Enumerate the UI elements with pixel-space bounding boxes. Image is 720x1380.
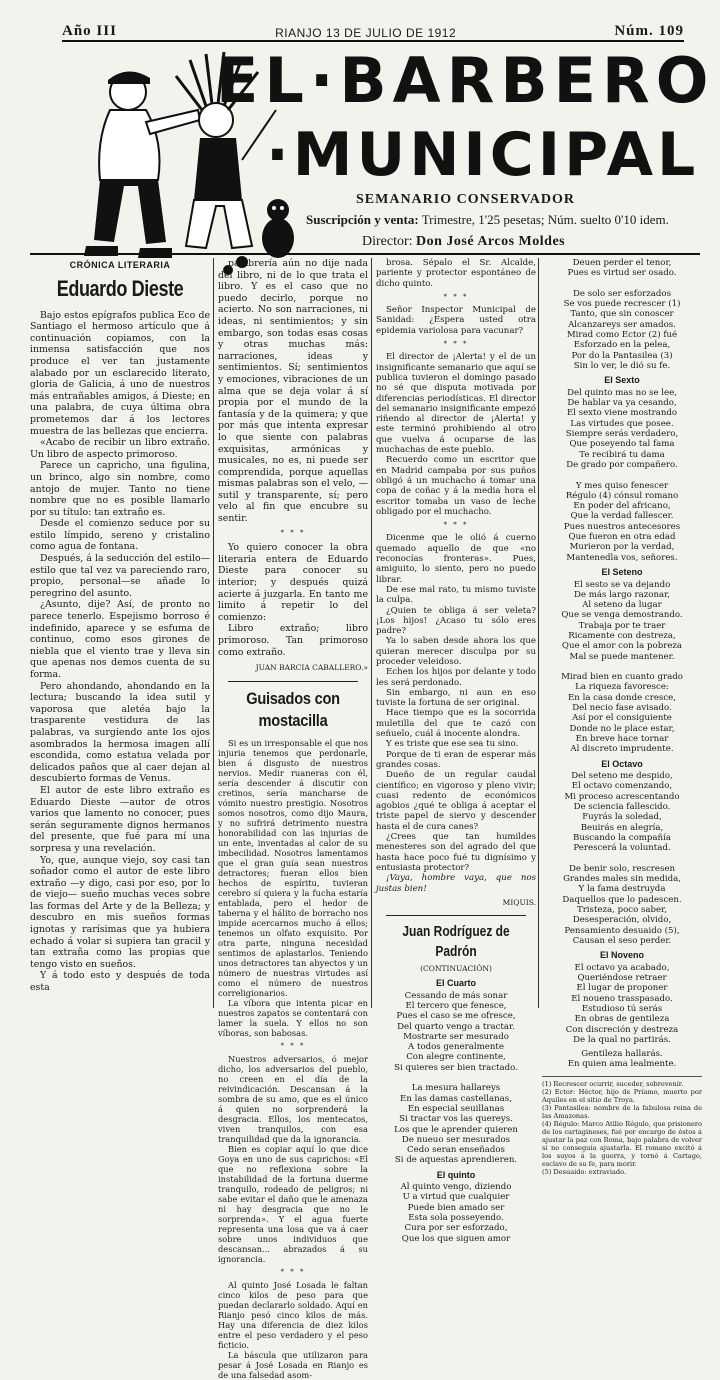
verse-line: Trabaja por te traer bbox=[578, 620, 666, 631]
verse-line: Pues el caso se me ofresce, bbox=[396, 1011, 516, 1022]
verse-line: Del quinto mas no se lee, bbox=[567, 387, 677, 398]
verse-line: Y la fama destruyda bbox=[578, 884, 666, 895]
footnotes bbox=[542, 1076, 702, 1176]
verse-line: Con alegre continente, bbox=[406, 1052, 506, 1063]
column-divider bbox=[371, 258, 372, 1008]
verse-line: Al discreto imprudente. bbox=[570, 744, 674, 755]
verse-line: U a virtud que cualquier bbox=[402, 1192, 510, 1203]
masthead-title-line-1: EL·BARBERO bbox=[216, 44, 715, 117]
paragraph: La víbora que intenta picar en nuestros zapatos se contentará con lamer la suela. Y ellos no son víboras, son babosas. bbox=[218, 997, 368, 1038]
paragraph: Dicenme que le olió á cuerno quemado aquello de que «no reconocías fronteras». Pues, amiguito, lo siento, pero no puedo librar. bbox=[376, 533, 536, 585]
verse-line bbox=[542, 470, 702, 480]
footnote: (4) Régulo: Marco Atilio Régulo, que prisionero de los cartagineses, fué por encargo de éstos á ajustar la paz con Roma, bajo palabra de volver si no conseguía ajustarla. El romano excitó á los suyos á la guerra, y tornó á Cartago, esclavo de su fe, para morir. bbox=[542, 1119, 702, 1168]
paragraph: Dueño de un regular caudal científico; en vigoroso y pleno vivir; cuasi redento de económicos agobios ¿qué te obliga á aceptar el triste papel de siervo y descender hasta el de cura canes? bbox=[376, 770, 536, 832]
verse-line: Régulo (4) cónsul romano bbox=[565, 490, 679, 501]
verse-section-title: El Seteno bbox=[601, 566, 643, 577]
verse-line: Donde no le place estar, bbox=[569, 723, 675, 734]
separator-stars: * * * bbox=[443, 340, 469, 349]
section-label: CRÓNICA LITERARIA bbox=[69, 260, 171, 270]
director-line bbox=[362, 234, 565, 250]
verse-line: A todos generalmente bbox=[408, 1042, 504, 1053]
verse-line: Cedo seran enseñados bbox=[407, 1145, 505, 1156]
verse-line: Cura por ser esforzado, bbox=[404, 1223, 508, 1234]
verse-line: Se vos puede recrescer (1) bbox=[563, 299, 681, 310]
paragraph: Sin embargo, ni aun en eso tuviste la fortuna de ser original. bbox=[376, 687, 536, 709]
verse-line: En obras de gentileza bbox=[574, 1014, 670, 1025]
verse-line: Alcanzareys ser amados. bbox=[568, 319, 676, 330]
paragraph: Yo, que, aunque viejo, soy casi tan soñador como el autor de este libro extraño —y digo, casi por eso, por lo de viejo— sueño muchas veces sobre las formas del Arte y de la Belleza; y descubro en mis sueños formas ignotas y rarísimas que ya hubiera echado á volar si supiera tan gracil y tan extraña como las propias que tengo visto en sueños. bbox=[30, 854, 210, 970]
subscription-text: Trimestre, 1'25 pesetas; Núm. suelto 0'10 idem. bbox=[421, 212, 669, 227]
article-headline: Guisados con mostacilla bbox=[246, 688, 340, 730]
verse-line bbox=[542, 662, 702, 672]
paragraph: Al quinto José Losada le faltan cinco kilos de peso para que puedan declararlo soldado. Aquí en Rianjo pesó cinco kilos de más. Hay una diferencia de diez kilos entre el peso verdadero y el peso ficticio. bbox=[218, 1279, 368, 1350]
verse-line: Mi proceso acrescentando bbox=[564, 791, 680, 802]
verse-line: De solo ser esforzados bbox=[573, 288, 671, 299]
verse-line: Cessando de más sonar bbox=[404, 990, 508, 1001]
verse-line: Ricamente con destreza, bbox=[568, 630, 676, 641]
verse-block bbox=[542, 580, 702, 755]
paragraph: Señor Inspector Municipal de Sanidad: ¿Espera usted otra epidemia variolosa para vacunar? bbox=[376, 305, 536, 336]
paragraph: «Acabo de recibir un libro extraño. Un libro de aspecto primoroso. bbox=[30, 437, 210, 460]
verse-line: El tercero que fenesce, bbox=[405, 1001, 507, 1011]
column-divider bbox=[213, 258, 214, 1008]
verse-line: En la casa donde cresce, bbox=[568, 692, 676, 703]
paragraph: La báscula que utilizaron para pesar á José Losada en Rianjo es de una falsedad asom- bbox=[218, 1349, 368, 1380]
verse-closing bbox=[542, 1049, 702, 1070]
column-4 bbox=[542, 258, 702, 1176]
verse-block bbox=[542, 388, 702, 563]
verse-line: Los que le aprender quieren bbox=[394, 1124, 518, 1135]
column-1 bbox=[30, 258, 210, 1008]
separator-stars: * * * bbox=[443, 521, 469, 530]
verse-line: Queriéndose retraer bbox=[577, 973, 667, 984]
article-signature: JUAN BARCIA CABALLERO.» bbox=[255, 663, 368, 673]
verse-line: Estudioso tú serás bbox=[581, 1003, 663, 1014]
article-divider bbox=[228, 681, 358, 682]
column-3 bbox=[376, 258, 536, 1244]
verse-line: Pensamiento desuaido (5), bbox=[564, 925, 680, 936]
verse-line: Te recibirá tu dama bbox=[579, 449, 665, 460]
verse-line: Perescerá la voluntad. bbox=[573, 843, 671, 854]
paragraph: Si es un irresponsable el que nos injuria tenemos que perdonarle, bien á disgusto de nuestros nervios. Medir ruaneras con él, sería descender á discutir con cretinos, sería mancharse de vómito nuestro prestigio. Nosotros somos nosotros, como dijo Maura, y no sufrirá detrimento nuestra honorabilidad con las injurias de un ente, inventadas al calor de su imbecilidad. Nosotros lamentamos que el gran guía sean nuestros detractores; fueran ellos bien hechos de espíritu, tuvieran cerebro sí quiera y la fucha estaría entablada, pero el hedor de taberna y el hálito de borracho nos impide acercarnos mucho á ellos; tenemos un olfato exquisito. Por otra parte, ninguna necesidad sentimos de aplastarlos. Teniendo unos detractores tan abyectos y un número de nuestras virtudes así como el número de nuestros correligionarios. bbox=[218, 737, 368, 998]
verse-line: Desesperación, olvido, bbox=[572, 915, 672, 926]
verse-line: Mirad bien en cuanto grado bbox=[561, 672, 683, 683]
verse-line: Que el amor con la pobreza bbox=[561, 641, 683, 652]
verse-line: Que se venga demostrando. bbox=[561, 610, 683, 621]
verse-line: Por do la Pantasilea (3) bbox=[571, 350, 673, 361]
verse-line: Si tractar vos las quereys. bbox=[399, 1114, 513, 1125]
verse-line: El noueno trasspasado. bbox=[571, 993, 673, 1004]
subscription-label: Suscripción y venta: bbox=[306, 212, 419, 227]
verse-line: Mantenedla vos, señores. bbox=[566, 552, 678, 563]
paragraph: ¡Vaya, hombre vaya, que nos justas bien! bbox=[376, 873, 536, 894]
separator-stars: * * * bbox=[443, 292, 469, 301]
verse-line bbox=[376, 1073, 536, 1083]
verse-line: En breve hace tornar bbox=[575, 733, 669, 744]
paragraph: De ese mal rato, tu mismo tuviste la culpa. bbox=[376, 584, 536, 606]
director-name: Don José Arcos Moldes bbox=[416, 234, 566, 249]
paragraph: El autor de este libro extraño es Eduardo Dieste —autor de otros varios que lamento no conocer, pues serán seguramente dignos hermanos del presente, que fué para mí una sorpresa y una revelación. bbox=[30, 784, 210, 854]
verse-block bbox=[542, 258, 702, 371]
verse-line: De nueuo ser mesurados bbox=[401, 1134, 511, 1145]
verse-line: Del necio fase avisado. bbox=[572, 703, 672, 714]
date-label: RIANJO 13 DE JULIO DE 1912 bbox=[275, 26, 457, 40]
verse-line: Buscando la compañía bbox=[573, 832, 671, 843]
verse-block bbox=[376, 991, 536, 1166]
verse-line: Las virtudes que posee. bbox=[570, 418, 674, 429]
director-label: Director: bbox=[362, 234, 413, 249]
verse-line: Gentileza hallarás. bbox=[581, 1049, 663, 1060]
verse-section-title: El Noveno bbox=[599, 950, 644, 961]
verse-line: Y mes quiso fenescer bbox=[575, 480, 669, 491]
verse-line: Así por el consiguiente bbox=[572, 713, 672, 724]
separator-stars: * * * bbox=[280, 528, 306, 537]
paragraph: Parece un capricho, una figulina, un brinco, algo sin nombre, como antojo de mujer. Tanto no tiene nombre que no es posible llamarlo por su título: tan extraño es. bbox=[30, 460, 210, 518]
paragraph: Y es triste que ese sea tu sino. bbox=[386, 739, 519, 750]
masthead bbox=[66, 44, 715, 258]
verse-line: Pues nuestros antecesores bbox=[563, 521, 681, 532]
verse-section-title: El Sexto bbox=[604, 375, 640, 386]
column-divider bbox=[538, 258, 539, 1008]
continuation-label: (CONTINUACIÓN) bbox=[420, 964, 492, 974]
paragraph: ¿Crees que tan humildes menesteres son del agrado del que hasta hace poco fué tu dignísimo y entusiasta protector? bbox=[376, 832, 536, 873]
footnote: (1) Recrescer ocurrir, suceder, sobrevenir. bbox=[542, 1079, 684, 1088]
verse-line: De la qual no partirás. bbox=[573, 1034, 671, 1045]
verse-line: Puede bien amado ser bbox=[407, 1202, 505, 1213]
verse-line: En poder del africano, bbox=[573, 501, 671, 512]
verse-line: Del seteno me despido, bbox=[571, 771, 673, 782]
separator-stars: * * * bbox=[280, 1041, 306, 1050]
verse-line: Al quinto vengo, diziendo bbox=[400, 1182, 512, 1193]
verse-line: Que los que siguen amor bbox=[401, 1233, 511, 1244]
article-signature: MIQUIS. bbox=[502, 897, 536, 907]
verse-line: En especial seuillanas bbox=[407, 1103, 505, 1114]
verse-line: El sexto viene mostrando bbox=[566, 408, 678, 419]
verse-line: Pues es virtud ser osado. bbox=[567, 268, 677, 279]
verse-line: Mirad como Ector (2) fué bbox=[566, 330, 678, 341]
paragraph: Porque de ti eran de esperar más grandes cosas. bbox=[376, 749, 536, 770]
paragraph: Yo quiero conocer la obra literaria entera de Eduardo Dieste para conocer su interior; y después quizá acierte á juzgarla. En tanto me limito á repetir lo del comienzo: bbox=[218, 542, 368, 623]
article-body bbox=[30, 310, 210, 994]
issue-number: Núm. 109 bbox=[614, 23, 684, 39]
verse-line: Daquellos que lo padescen. bbox=[562, 894, 682, 905]
footnote: (3) Pantasilea: nombre de la fabulosa reina de las Amazonas. bbox=[542, 1103, 702, 1120]
verse-line: Beuirás en alegría, bbox=[580, 822, 664, 833]
verse-line: Que poseyendo tal fama bbox=[569, 439, 675, 450]
paragraph: ¿Asunto, dije? Así, de pronto no parece tenerlo. Espejismo borroso é indefinido, aparece y se esfuma de continuo, como esos girones de niebla que el viento trae y lleva sin que apenas nos demos cuenta de su forma. bbox=[30, 599, 210, 680]
year-label: Año III bbox=[62, 23, 117, 39]
verse-line: El lugar de proponer bbox=[576, 983, 668, 994]
verse-block bbox=[542, 963, 702, 1045]
masthead-title-line-2: ·MUNICIPAL bbox=[266, 120, 700, 190]
paragraph: ¿Quien te obliga á ser veleta? ¡Los hijos! ¿Acaso tu sólo eres padre? bbox=[376, 605, 536, 637]
verse-line bbox=[542, 279, 702, 289]
footnote: (2) Ector: Héctor, hijo de Príamo, muerto por Aquiles en el sitio de Troya. bbox=[542, 1087, 702, 1104]
verse-line: Que fueron en otra edad bbox=[568, 532, 676, 543]
column-2 bbox=[218, 258, 368, 1380]
paragraph: Nuestros adversarios, ó mejor dicho, los adversarios del pueblo, no creen en el día de la reivindicación. Descansan á la sombra de su amo, que es el único á quien no sorprenderá la desgracia. Ellos, los mentecatos, viven tranquilos, con esa tranquilidad que da la ignorancia. bbox=[218, 1053, 368, 1144]
masthead-rule bbox=[30, 253, 700, 255]
verse-line: Con discreción y destreza bbox=[565, 1024, 679, 1035]
page-columns bbox=[30, 258, 702, 1380]
paragraph: Desde el comienzo seduce por su estilo límpido, sereno y cristalino como agua de fontana. bbox=[30, 518, 210, 553]
verse-line: Mal se puede mantener. bbox=[569, 651, 675, 662]
footnote: (5) Desuaido: extraviado. bbox=[542, 1167, 627, 1176]
verse-line: De más largo razonar, bbox=[574, 589, 670, 600]
verse-line: En quien ama lealmente. bbox=[567, 1059, 677, 1070]
verse-line: Sin lo ver, le dió su fe. bbox=[573, 360, 671, 371]
verse-line: Al seteno da lugar bbox=[582, 600, 662, 611]
verse-line: El octavo ya acabado, bbox=[574, 962, 670, 973]
verse-line: De sciencia fallescido. bbox=[573, 802, 671, 813]
article-headline: Juan Rodríguez de Padrón bbox=[402, 923, 510, 961]
article-divider bbox=[386, 915, 526, 916]
verse-line: La mesura hallareys bbox=[411, 1083, 501, 1094]
paragraph: Y á todo esto y después de toda esta bbox=[30, 970, 210, 994]
paragraph: brosa. Sépalo el Sr. Alcalde, pariente y protector espontáneo de dicho quinto. bbox=[376, 258, 536, 289]
verse-line: Tristeza, poco saber, bbox=[576, 905, 668, 915]
verse-block bbox=[542, 771, 702, 946]
paragraph: Recuerdo como un escritor que en Madrid campaba por sus puños obligó á un muchacho á tomar una copa de coñac y á la media hora el escritor tomaba un vaso de leche obligado por el muchacho. bbox=[376, 455, 536, 517]
subscription-line bbox=[306, 212, 669, 228]
paragraph: Pero ahondando, ahondando en la lectura; buscando la idea sutil y vaporosa que aletéa bajo la trasparente vestidura de las palabras, va surgiendo ante los ojos asombrados la hermosa imagen allí escondida, como estatua velada por delicados paños que al caer dejan al descubierto formas de Venus. bbox=[30, 680, 210, 785]
paragraph: Hace tiempo que es la socorrida muletilla del que te cazó con señuelo, cuál á inocente alondra. bbox=[376, 708, 536, 740]
verse-section-title: El quinto bbox=[436, 1169, 476, 1180]
verse-line: Mostrarte ser mesurado bbox=[403, 1031, 509, 1042]
verse-line: Deuen perder el tenor, bbox=[572, 258, 672, 268]
paragraph: Bajo estos epígrafos publica Eco de Santiago el hermoso artículo que á continuación copiamos, con la inmensa satisfacción que nos produce el ver tan justamente alabado por un esclarecido literato, gloria de Galicia, á uno de nuestros más entrañables amigos, á Dieste; en una palabra, de cuya última obra prometemos dar á los lectores muestra de las bellezas que encierra. bbox=[30, 309, 210, 437]
dateline bbox=[62, 22, 684, 42]
verse-line: Que la verdad fallescer. bbox=[570, 511, 674, 522]
verse-line: De hablar va ya cesando, bbox=[567, 398, 677, 409]
verse-line: De benir solo, rescresen bbox=[568, 863, 676, 874]
verse-section-title: El Octavo bbox=[601, 758, 643, 769]
verse-line: Grandes males sin medida, bbox=[563, 874, 681, 885]
verse-line: Si quieres ser bien tractado. bbox=[394, 1062, 518, 1073]
verse-section-title: El Cuarto bbox=[435, 978, 476, 989]
paragraph: Echen los hijos por delante y todo les será perdonado. bbox=[376, 667, 536, 688]
paragraph: Libro extraño; libro primoroso. Tan primoroso como extraño. bbox=[218, 623, 368, 658]
verse-line: Murieron por la verdad, bbox=[569, 542, 675, 553]
verse-line: De grado por compañero. bbox=[566, 459, 678, 470]
verse-line: Esta sola posseyendo. bbox=[408, 1212, 504, 1223]
verse-line: Fuyrás la soledad, bbox=[582, 812, 662, 823]
article-body bbox=[218, 738, 368, 1380]
paragraph: Bien es copiar aquí lo que dice Goya en uno de sus caprichos: «El que no reflexiona sobre la instabilidad de la fortuna duerme tranquilo, rodeado de peligros; ni sabe evitar el daño que le amenaza ni hay desgracia que no le sorprenda». Y el agua fuerte representa una losa que va á caer sobre unos individuos que descansan... abrazados á su ignorancia. bbox=[218, 1143, 368, 1264]
verse-line: Si de aquestas aprendieren. bbox=[394, 1155, 518, 1166]
verse-line: La riqueza favoresce: bbox=[575, 682, 669, 693]
separator-stars: * * * bbox=[280, 1267, 306, 1276]
paragraph: Ya lo saben desde ahora los que quieran merecer disculpa por su proceder veleidoso. bbox=[376, 636, 536, 667]
verse-line: Siempre serás verdadero, bbox=[565, 429, 679, 440]
paragraph: El director de ¡Alerta! y el de un insignificante semanario que aquí se publica tuvieron el domingo pasado no sé que disputa motivada por diferencias periodísticas. El director del semanario insignificante empezó riñendo al director de ¡Alerta! y este terminó prohibiendo al otro que vuelva á ocuparse de las muchachas de este pueblo. bbox=[376, 352, 536, 456]
masthead-subtitle: SEMANARIO CONSERVADOR bbox=[356, 192, 575, 207]
paragraph: palabrería aún no dije nada del libro, ni de lo que trata el libro. Y es el caso que no puedo decirlo, porque no acierto. No son narraciones, ni ideas, ni sentimientos; y sin embargo, son todas esas cosas y otras muchas más: narraciones, ideas y sentimientos. Sí; sentimientos y emociones, vibraciones de un alma que se deja volar á sí propia por el mundo de la fantasía y de la quimera; y que por más que intenta expresar lo que siente con palabras exquisitas, armónicas y musicales, no es, ni puede ser comprendida, porque aquellas mismas palabras son el velo, —sutil y transparente, sí; pero velo al fin que encubre su sentir. bbox=[218, 258, 368, 525]
verse-line: Tanto, que sin conoscer bbox=[570, 309, 674, 320]
paragraph: Después, á la seducción del estilo—estilo que tal vez va pareciendo raro, propio, personal—se añade lo peregrino del asunto. bbox=[30, 553, 210, 599]
verse-line: En las damas castellanas, bbox=[400, 1093, 512, 1104]
verse-line: Del quarto vengo a tractar. bbox=[397, 1021, 515, 1032]
verse-line: El octavo comenzando, bbox=[571, 781, 673, 792]
verse-line: Esforzado en la pelea, bbox=[573, 340, 671, 351]
verse-block bbox=[376, 1182, 536, 1244]
verse-line: El sesto se va dejando bbox=[573, 579, 671, 590]
verse-line: Causan el seso perder. bbox=[572, 935, 672, 946]
article-headline: Eduardo Dieste bbox=[56, 275, 184, 301]
verse-line bbox=[542, 854, 702, 864]
